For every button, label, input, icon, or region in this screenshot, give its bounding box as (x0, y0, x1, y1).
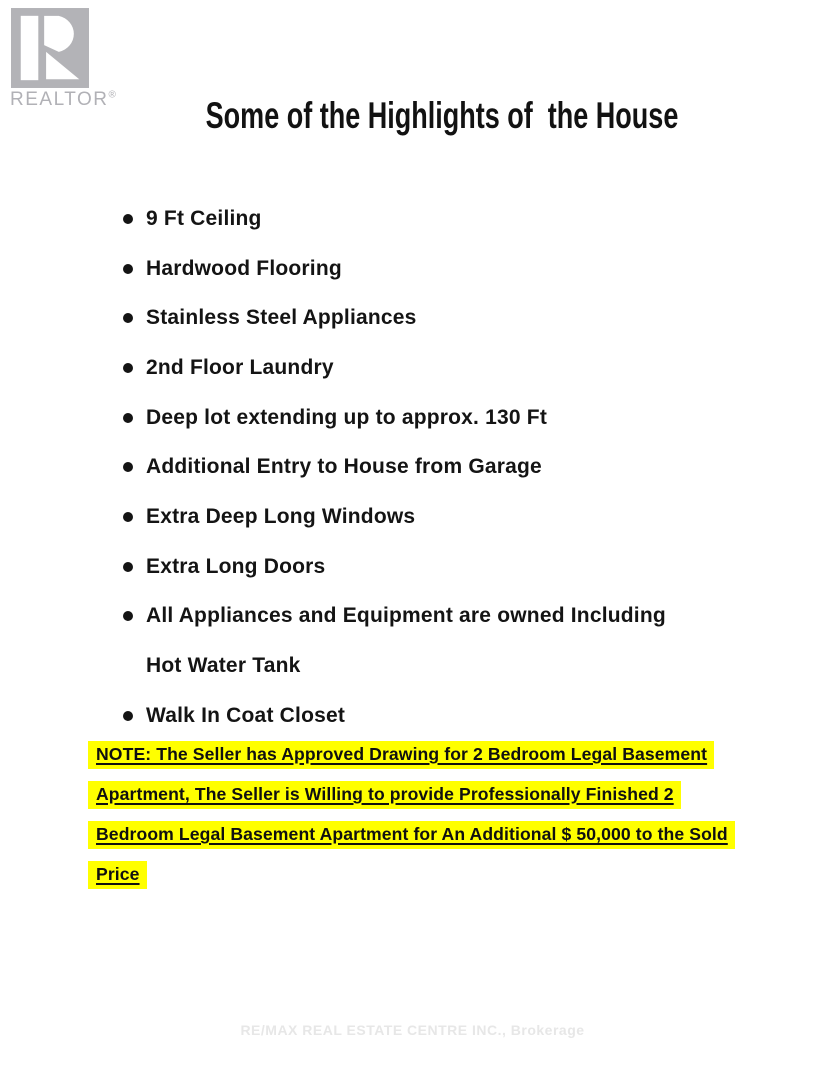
bullet-icon (123, 462, 133, 472)
list-item-text: 2nd Floor Laundry (146, 355, 334, 379)
bullet-icon (123, 611, 133, 621)
list-item (123, 592, 666, 642)
note-line (88, 781, 735, 821)
list-item (123, 244, 666, 294)
bullet-icon (123, 264, 133, 274)
list-item-text: Walk In Coat Closet (146, 703, 346, 727)
list-item-text: Extra Long Doors (146, 554, 326, 578)
bullet-icon (123, 313, 133, 323)
note-line-text: Bedroom Legal Basement Apartment for An Additional $ 50,000 to the Sold (88, 821, 735, 849)
list-item-text: Additional Entry to House from Garage (146, 455, 542, 479)
realtor-logo (10, 8, 120, 111)
list-item-text: Hardwood Flooring (146, 256, 342, 280)
highlights-list (123, 194, 666, 741)
list-item-text: Stainless Steel Appliances (146, 306, 417, 330)
note-line-text: Price (88, 861, 147, 889)
registered-trademark-symbol: ® (108, 89, 116, 101)
list-item-text: All Appliances and Equipment are owned Including (146, 604, 666, 628)
note-line-text: Apartment, The Seller is Willing to provide Professionally Finished 2 (88, 781, 681, 809)
realtor-wordmark-text: REALTOR (10, 89, 109, 110)
seller-note (88, 741, 735, 901)
list-item-continuation (123, 641, 666, 691)
list-item-text: 9 Ft Ceiling (146, 206, 262, 230)
page-title: Some of the Highlights of the House (205, 95, 679, 136)
list-item-text: Deep lot extending up to approx. 130 Ft (146, 405, 548, 429)
realtor-block-r-icon (11, 8, 89, 88)
list-item (123, 393, 666, 443)
list-item (123, 293, 666, 343)
list-item (123, 691, 666, 741)
note-line (88, 741, 735, 781)
note-line-text: NOTE: The Seller has Approved Drawing for 2 Bedroom Legal Basement (88, 741, 714, 769)
bullet-icon (123, 512, 133, 522)
bullet-icon (123, 214, 133, 224)
brokerage-watermark: RE/MAX REAL ESTATE CENTRE INC., Brokerage (240, 1022, 585, 1038)
realtor-wordmark (10, 89, 120, 111)
list-item-text: Extra Deep Long Windows (146, 504, 416, 528)
list-item (123, 194, 666, 244)
list-item (123, 542, 666, 592)
list-item (123, 343, 666, 393)
bullet-icon (123, 363, 133, 373)
bullet-icon (123, 562, 133, 572)
bullet-icon (123, 711, 133, 721)
note-line (88, 821, 735, 861)
note-line (88, 861, 735, 901)
list-item (123, 492, 666, 542)
list-item-text: Hot Water Tank (146, 654, 301, 678)
list-item (123, 442, 666, 492)
bullet-icon (123, 413, 133, 423)
